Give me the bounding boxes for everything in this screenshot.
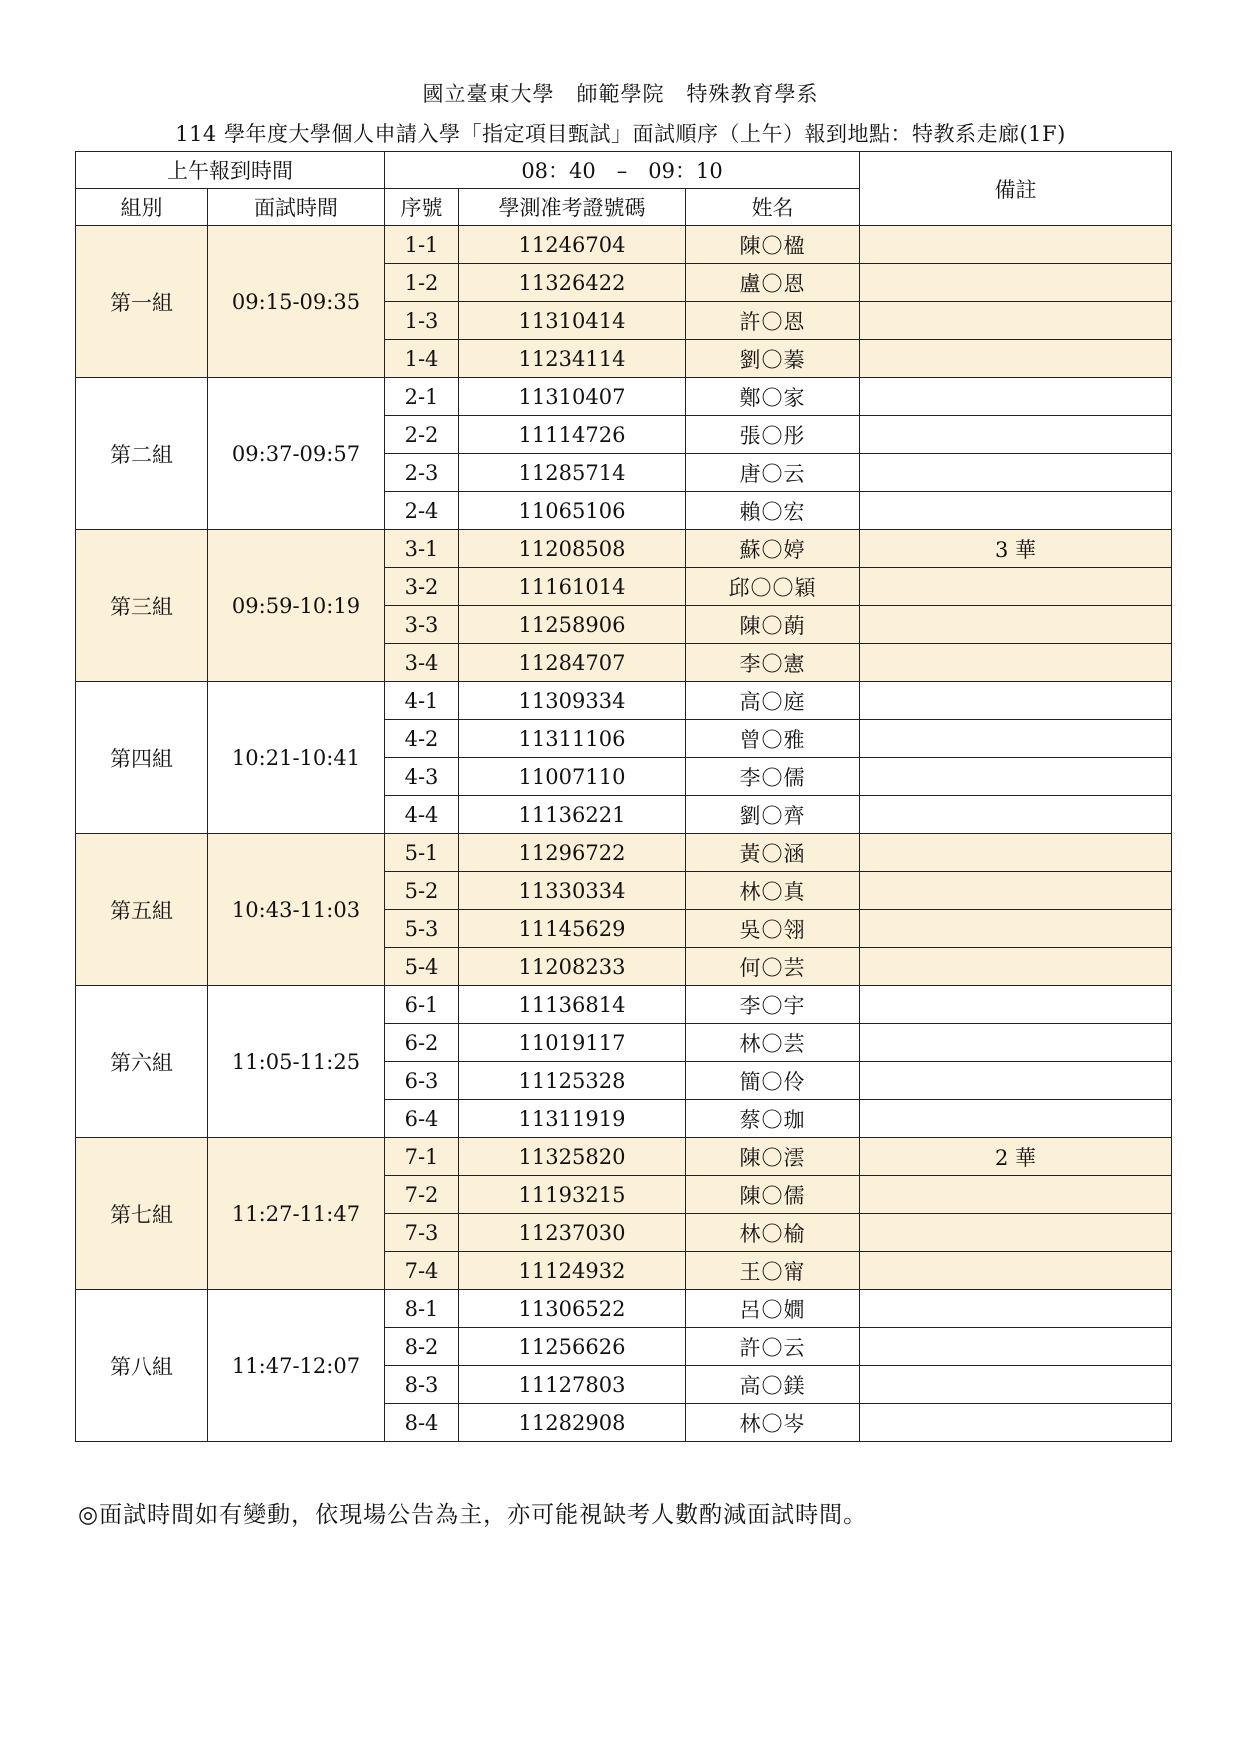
note-cell (860, 682, 1172, 720)
note-cell (860, 758, 1172, 796)
name-cell: 陳〇蓢 (686, 606, 860, 644)
note-cell (860, 796, 1172, 834)
name-cell: 高〇庭 (686, 682, 860, 720)
note-cell: 2 華 (860, 1138, 1172, 1176)
group-interview-time: 09:15-09:35 (208, 226, 385, 378)
name-cell: 張〇彤 (686, 416, 860, 454)
note-cell (860, 1290, 1172, 1328)
exam-id-cell: 11310414 (459, 302, 686, 340)
name-cell: 林〇真 (686, 872, 860, 910)
exam-id-cell: 11114726 (459, 416, 686, 454)
name-cell: 黃〇涵 (686, 834, 860, 872)
name-cell: 吳〇翎 (686, 910, 860, 948)
col-header-group: 組別 (76, 189, 208, 226)
name-cell: 邱〇〇穎 (686, 568, 860, 606)
seq-cell: 7-4 (385, 1252, 459, 1290)
col-header-name: 姓名 (686, 189, 860, 226)
exam-id-cell: 11136814 (459, 986, 686, 1024)
exam-id-cell: 11145629 (459, 910, 686, 948)
seq-cell: 8-4 (385, 1404, 459, 1442)
group-interview-time: 11:05-11:25 (208, 986, 385, 1138)
exam-id-cell: 11007110 (459, 758, 686, 796)
name-cell: 林〇岑 (686, 1404, 860, 1442)
exam-id-cell: 11284707 (459, 644, 686, 682)
seq-cell: 5-3 (385, 910, 459, 948)
name-cell: 蘇〇婷 (686, 530, 860, 568)
name-cell: 蔡〇珈 (686, 1100, 860, 1138)
exam-id-cell: 11330334 (459, 872, 686, 910)
seq-cell: 7-2 (385, 1176, 459, 1214)
exam-id-cell: 11124932 (459, 1252, 686, 1290)
checkin-time: 08：40 – 09：10 (385, 152, 860, 189)
remarks-header: 備註 (860, 152, 1172, 226)
table-row (76, 1290, 1172, 1328)
exam-id-cell: 11127803 (459, 1366, 686, 1404)
seq-cell: 2-4 (385, 492, 459, 530)
note-cell (860, 1404, 1172, 1442)
seq-cell: 5-2 (385, 872, 459, 910)
exam-id-cell: 11309334 (459, 682, 686, 720)
seq-cell: 6-4 (385, 1100, 459, 1138)
seq-cell: 8-3 (385, 1366, 459, 1404)
exam-id-cell: 11208233 (459, 948, 686, 986)
name-cell: 陳〇儒 (686, 1176, 860, 1214)
note-cell (860, 1252, 1172, 1290)
name-cell: 呂〇嫺 (686, 1290, 860, 1328)
group-interview-time: 09:37-09:57 (208, 378, 385, 530)
name-cell: 高〇鎂 (686, 1366, 860, 1404)
col-header-exam-id: 學測准考證號碼 (459, 189, 686, 226)
exam-id-cell: 11256626 (459, 1328, 686, 1366)
note-cell (860, 416, 1172, 454)
exam-id-cell: 11306522 (459, 1290, 686, 1328)
exam-id-cell: 11325820 (459, 1138, 686, 1176)
exam-id-cell: 11193215 (459, 1176, 686, 1214)
group-interview-time: 10:21-10:41 (208, 682, 385, 834)
seq-cell: 3-1 (385, 530, 459, 568)
document-subtitle: 114 學年度大學個人申請入學「指定項目甄試」面試順序（上午）報到地點：特教系走廊(1F) (175, 122, 1066, 146)
exam-id-cell: 11237030 (459, 1214, 686, 1252)
seq-cell: 8-1 (385, 1290, 459, 1328)
name-cell: 許〇恩 (686, 302, 860, 340)
note-cell (860, 264, 1172, 302)
checkin-row (76, 152, 1172, 189)
seq-cell: 6-1 (385, 986, 459, 1024)
seq-cell: 6-3 (385, 1062, 459, 1100)
note-cell (860, 378, 1172, 416)
name-cell: 李〇憲 (686, 644, 860, 682)
name-cell: 簡〇伶 (686, 1062, 860, 1100)
exam-id-cell: 11136221 (459, 796, 686, 834)
seq-cell: 3-3 (385, 606, 459, 644)
table-row (76, 834, 1172, 872)
name-cell: 李〇儒 (686, 758, 860, 796)
table-row (76, 226, 1172, 264)
group-interview-time: 10:43-11:03 (208, 834, 385, 986)
exam-id-cell: 11065106 (459, 492, 686, 530)
group-interview-time: 09:59-10:19 (208, 530, 385, 682)
seq-cell: 1-2 (385, 264, 459, 302)
col-header-time: 面試時間 (208, 189, 385, 226)
table-row (76, 378, 1172, 416)
note-cell (860, 872, 1172, 910)
name-cell: 曾〇雅 (686, 720, 860, 758)
group-label: 第一組 (76, 226, 208, 378)
exam-id-cell: 11019117 (459, 1024, 686, 1062)
name-cell: 王〇甯 (686, 1252, 860, 1290)
group-label: 第四組 (76, 682, 208, 834)
seq-cell: 5-4 (385, 948, 459, 986)
document-title: 國立臺東大學 師範學院 特殊教育學系 (422, 82, 819, 106)
name-cell: 許〇云 (686, 1328, 860, 1366)
table-row (76, 682, 1172, 720)
group-label: 第三組 (76, 530, 208, 682)
note-cell (860, 454, 1172, 492)
note-cell: 3 華 (860, 530, 1172, 568)
table-row (76, 986, 1172, 1024)
note-cell (860, 606, 1172, 644)
exam-id-cell: 11246704 (459, 226, 686, 264)
col-header-seq: 序號 (385, 189, 459, 226)
exam-id-cell: 11311919 (459, 1100, 686, 1138)
name-cell: 鄭〇家 (686, 378, 860, 416)
exam-id-cell: 11258906 (459, 606, 686, 644)
seq-cell: 3-2 (385, 568, 459, 606)
note-cell (860, 1366, 1172, 1404)
name-cell: 賴〇宏 (686, 492, 860, 530)
note-cell (860, 1062, 1172, 1100)
name-cell: 陳〇澐 (686, 1138, 860, 1176)
note-cell (860, 720, 1172, 758)
exam-id-cell: 11326422 (459, 264, 686, 302)
exam-id-cell: 11310407 (459, 378, 686, 416)
exam-id-cell: 11234114 (459, 340, 686, 378)
group-label: 第七組 (76, 1138, 208, 1290)
group-interview-time: 11:47-12:07 (208, 1290, 385, 1442)
exam-id-cell: 11311106 (459, 720, 686, 758)
group-label: 第八組 (76, 1290, 208, 1442)
note-cell (860, 340, 1172, 378)
group-interview-time: 11:27-11:47 (208, 1138, 385, 1290)
seq-cell: 1-3 (385, 302, 459, 340)
name-cell: 陳〇楹 (686, 226, 860, 264)
seq-cell: 8-2 (385, 1328, 459, 1366)
group-label: 第五組 (76, 834, 208, 986)
note-cell (860, 1214, 1172, 1252)
seq-cell: 4-4 (385, 796, 459, 834)
seq-cell: 6-2 (385, 1024, 459, 1062)
table-row (76, 530, 1172, 568)
seq-cell: 4-1 (385, 682, 459, 720)
group-label: 第二組 (76, 378, 208, 530)
note-cell (860, 302, 1172, 340)
note-cell (860, 568, 1172, 606)
exam-id-cell: 11161014 (459, 568, 686, 606)
footnote: ◎面試時間如有變動，依現場公告為主，亦可能視缺考人數酌減面試時間。 (78, 1502, 868, 1528)
seq-cell: 2-1 (385, 378, 459, 416)
note-cell (860, 1100, 1172, 1138)
seq-cell: 1-1 (385, 226, 459, 264)
table-row (76, 1138, 1172, 1176)
name-cell: 盧〇恩 (686, 264, 860, 302)
group-label: 第六組 (76, 986, 208, 1138)
name-cell: 李〇宇 (686, 986, 860, 1024)
interview-schedule-table (75, 151, 1172, 1442)
name-cell: 林〇榆 (686, 1214, 860, 1252)
name-cell: 唐〇云 (686, 454, 860, 492)
seq-cell: 4-3 (385, 758, 459, 796)
seq-cell: 3-4 (385, 644, 459, 682)
name-cell: 林〇芸 (686, 1024, 860, 1062)
seq-cell: 7-3 (385, 1214, 459, 1252)
name-cell: 何〇芸 (686, 948, 860, 986)
name-cell: 劉〇蓁 (686, 340, 860, 378)
note-cell (860, 644, 1172, 682)
exam-id-cell: 11296722 (459, 834, 686, 872)
exam-id-cell: 11285714 (459, 454, 686, 492)
note-cell (860, 1024, 1172, 1062)
seq-cell: 5-1 (385, 834, 459, 872)
note-cell (860, 1176, 1172, 1214)
seq-cell: 1-4 (385, 340, 459, 378)
exam-id-cell: 11125328 (459, 1062, 686, 1100)
note-cell (860, 834, 1172, 872)
seq-cell: 4-2 (385, 720, 459, 758)
name-cell: 劉〇齊 (686, 796, 860, 834)
exam-id-cell: 11208508 (459, 530, 686, 568)
seq-cell: 2-2 (385, 416, 459, 454)
note-cell (860, 492, 1172, 530)
exam-id-cell: 11282908 (459, 1404, 686, 1442)
note-cell (860, 948, 1172, 986)
seq-cell: 7-1 (385, 1138, 459, 1176)
note-cell (860, 226, 1172, 264)
note-cell (860, 1328, 1172, 1366)
seq-cell: 2-3 (385, 454, 459, 492)
note-cell (860, 910, 1172, 948)
checkin-label: 上午報到時間 (76, 152, 385, 189)
note-cell (860, 986, 1172, 1024)
